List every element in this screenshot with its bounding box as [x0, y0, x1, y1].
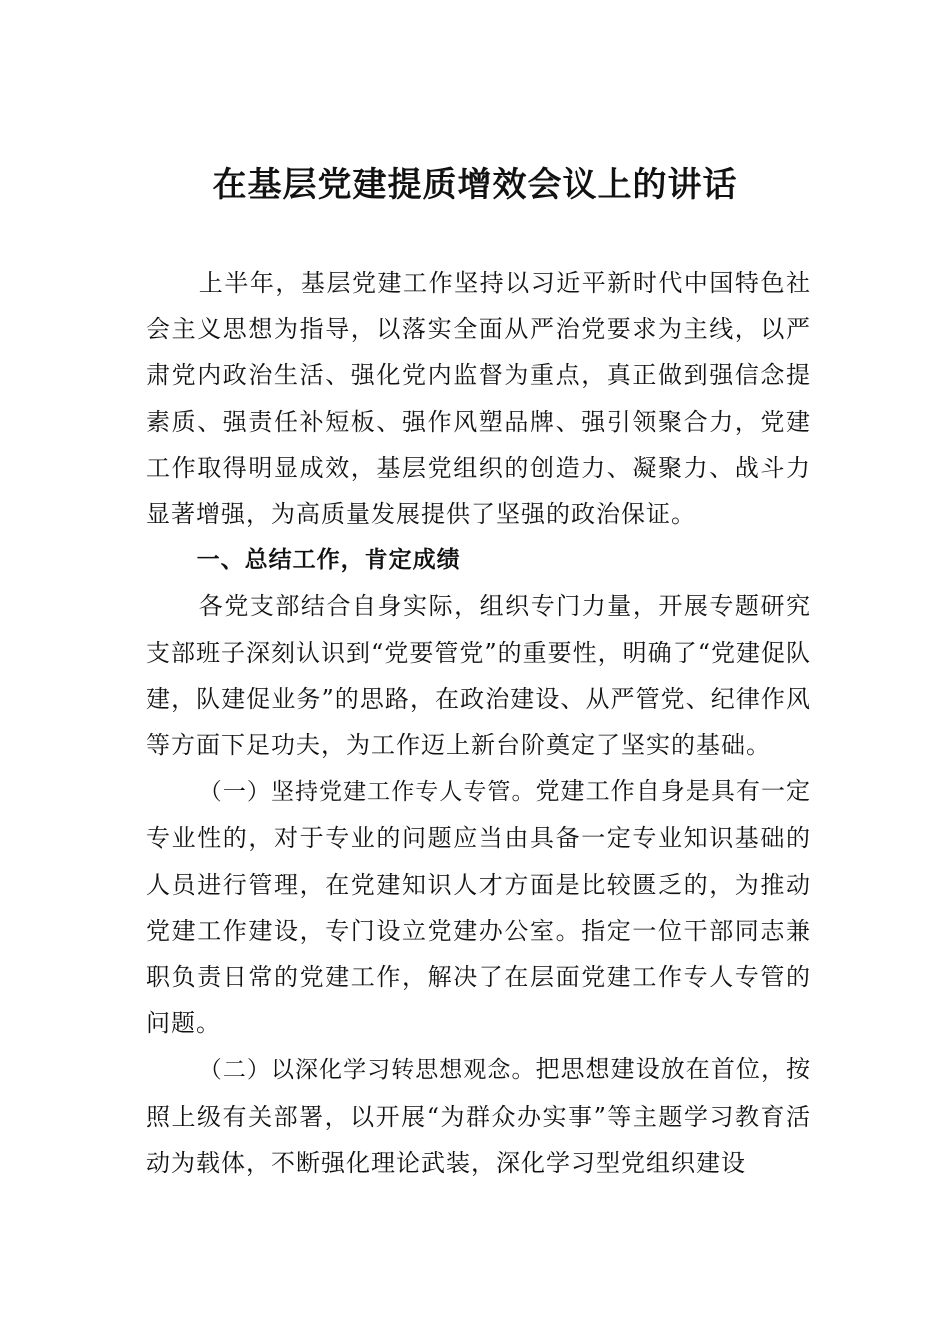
item-1-lead: （一）坚持党建工作专人专管。: [198, 779, 536, 806]
document-body: [146, 260, 811, 1186]
item-2-text: 把思想建设放在首位，按照上级有关部署，以开展“为群众办实事”等主题学习教育活动为载体，不断强化理论武装，深化学习型党组织建设: [146, 1055, 812, 1177]
item-1-text: 党建工作自身是具有一定专业性的，对于专业的问题应当由具备一定专业知识基础的人员进行管理，在党建知识人才方面是比较匮乏的，为推动党建工作建设，专门设立党建办公室。指定一位干部同志兼职负责日常的党建工作，解决了在层面党建工作专人专管的问题。: [146, 777, 812, 1038]
document-title: 在基层党建提质增效会议上的讲话: [212, 165, 738, 205]
section-heading: 一、总结工作，肯定成绩: [196, 547, 461, 574]
intro-paragraph: 上半年，基层党建工作坚持以习近平新时代中国特色社会主义思想为指导，以落实全面从严治党要求为主线，以严肃党内政治生活、强化党内监督为重点，真正做到强信念提素质、强责任补短板、强作风塑品牌、强引领聚合力，党建工作取得明显成效，基层党组织的创造力、凝聚力、战斗力显著增强，为高质量发展提供了坚强的政治保证。: [146, 269, 811, 529]
item-2-paragraph: [146, 1046, 811, 1186]
item-2-lead: （二）以深化学习转思想观念。: [198, 1057, 536, 1084]
item-1-paragraph: [146, 768, 811, 1046]
section-paragraph: 各党支部结合自身实际，组织专门力量，开展专题研究支部班子深刻认识到“党要管党”的重要性，明确了“党建促队建，队建促业务”的思路，在政治建设、从严管党、纪律作风等方面下足功夫，为工作迈上新台阶奠定了坚实的基础。: [146, 592, 811, 760]
